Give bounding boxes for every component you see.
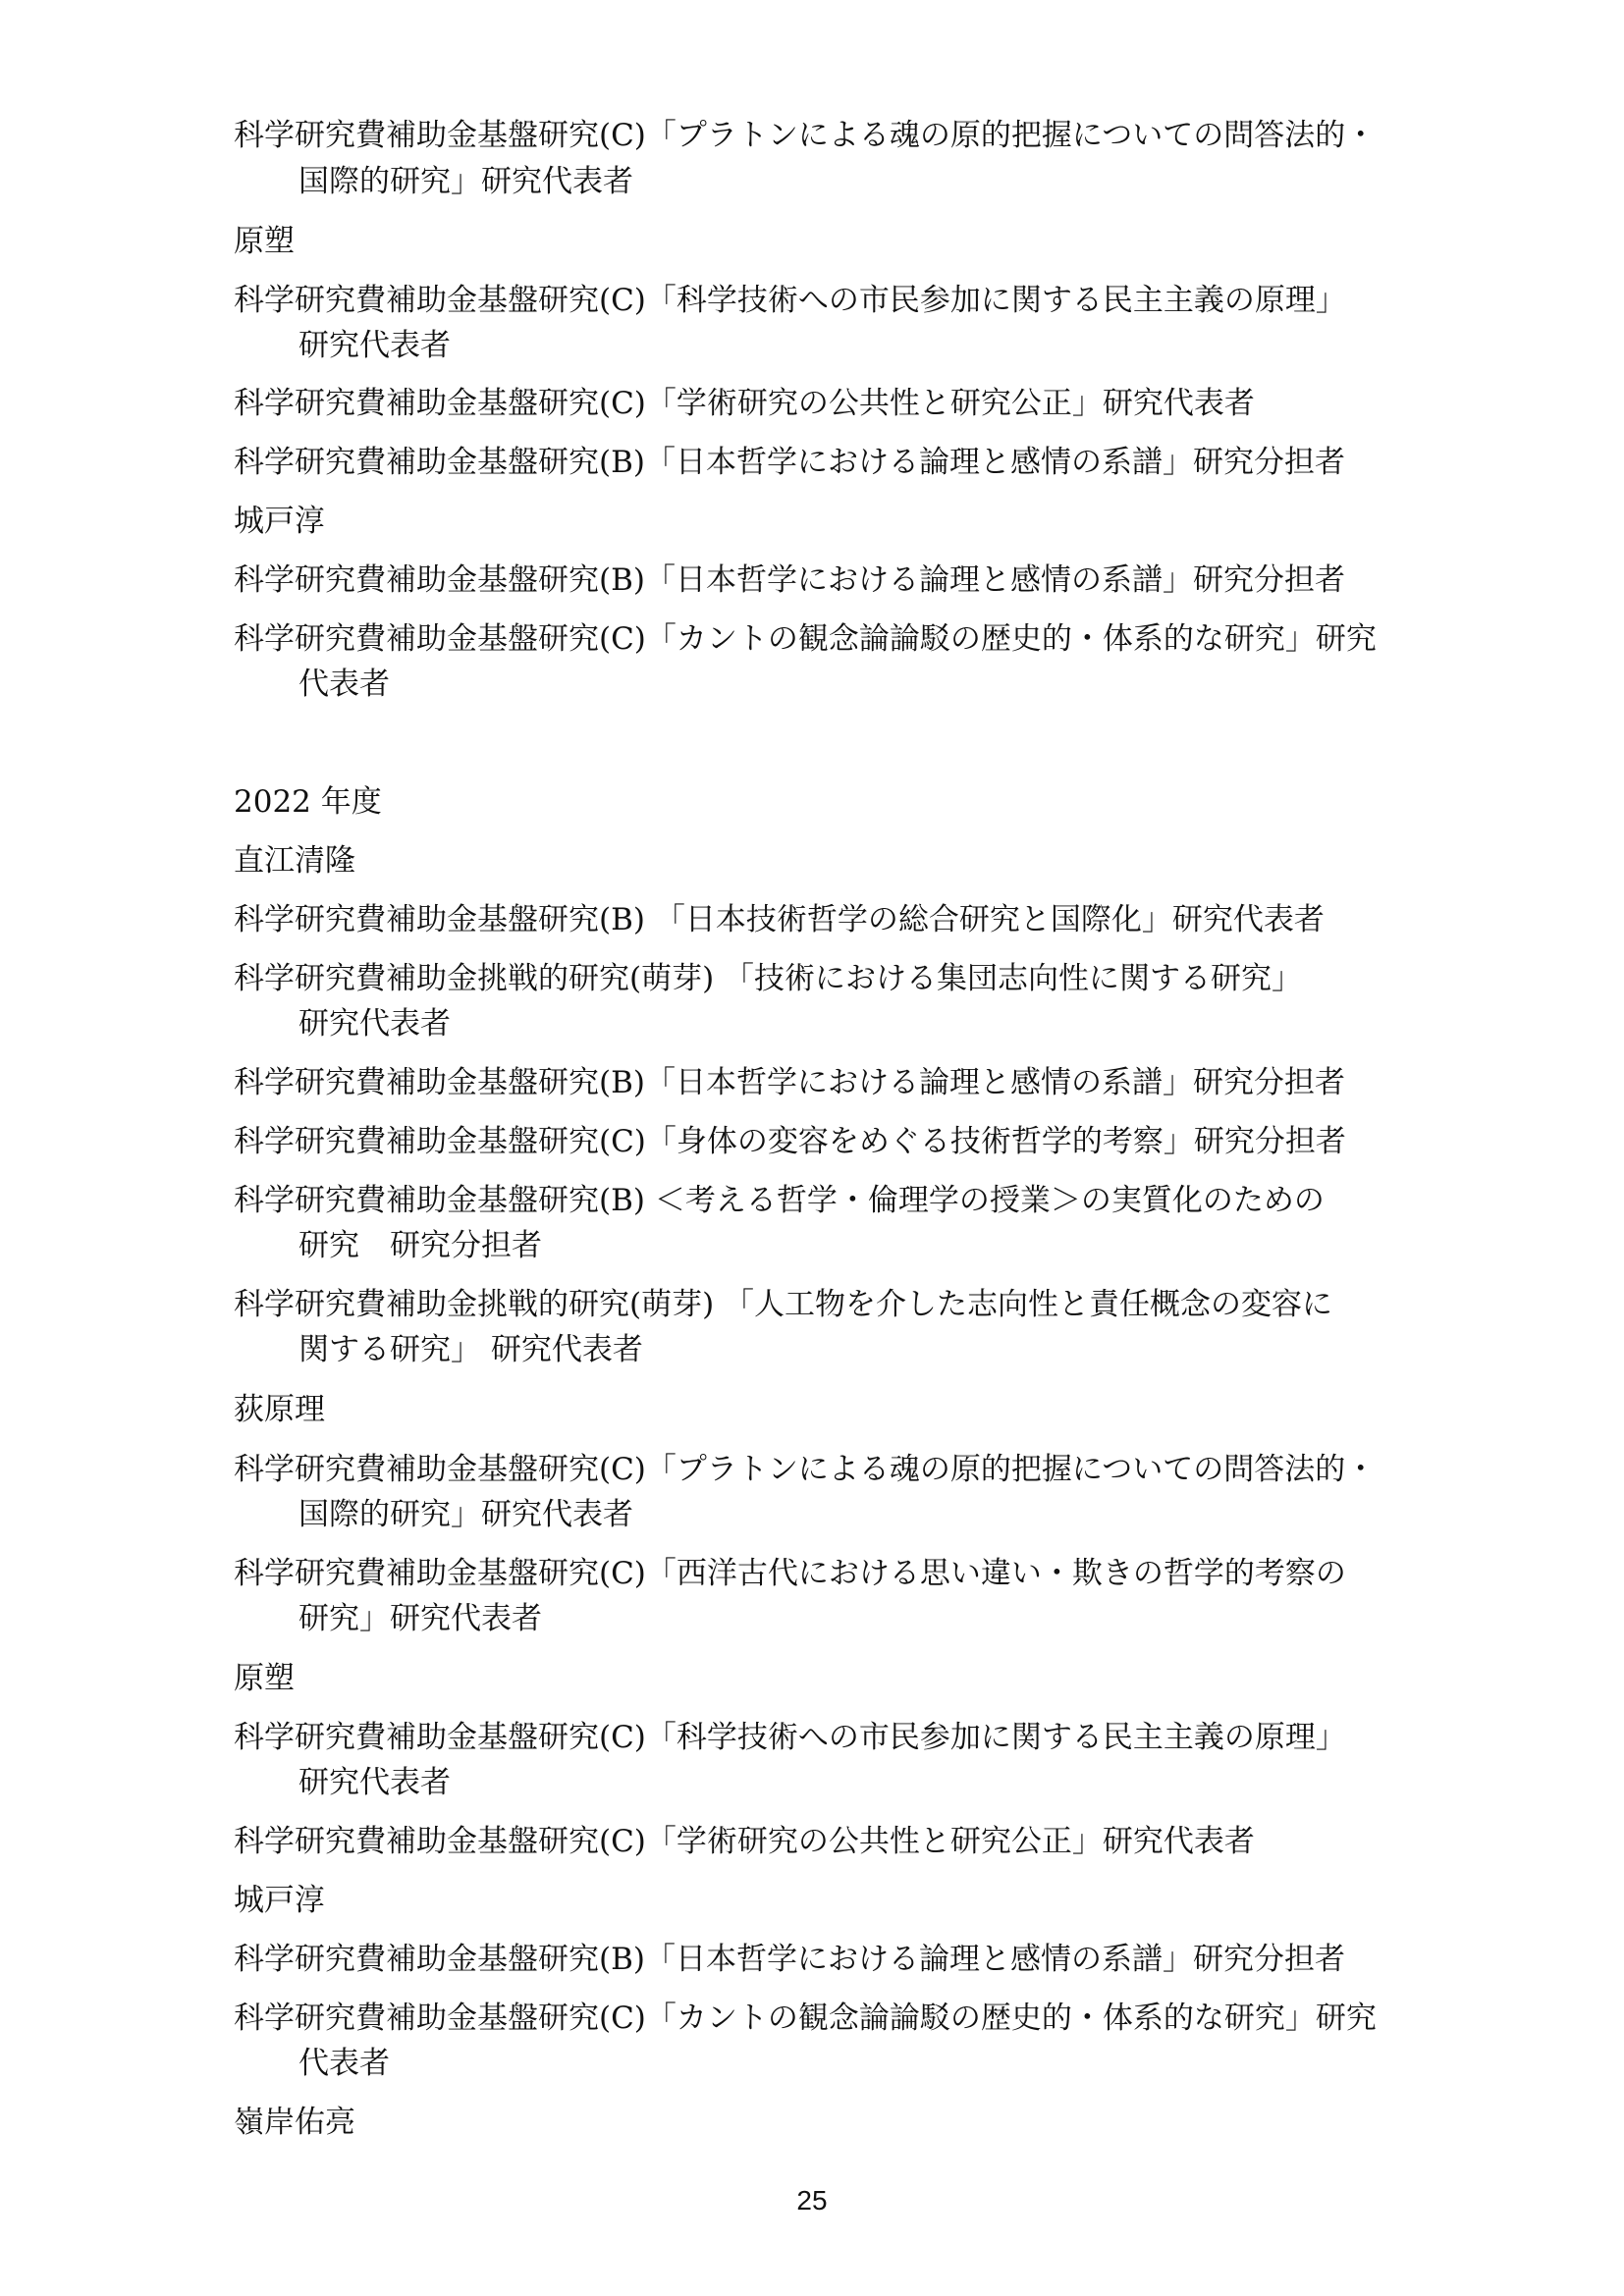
researcher-name: 荻原理 [234, 1392, 325, 1427]
researcher-name: 直江清隆 [234, 843, 355, 879]
grant-entry: 科学研究費補助金基盤研究(B)「日本哲学における論理と感情の系譜」研究分担者 [234, 562, 1345, 598]
grant-entry-continuation: 代表者 [298, 667, 390, 702]
grant-entry-continuation: 国際的研究」研究代表者 [298, 164, 633, 199]
grant-entry-continuation: 国際的研究」研究代表者 [298, 1497, 633, 1532]
grant-entry-continuation: 研究代表者 [298, 1765, 451, 1800]
grant-entry-continuation: 研究代表者 [298, 1006, 451, 1041]
page-number: 25 [796, 2185, 828, 2216]
grant-entry: 科学研究費補助金基盤研究(B)「日本哲学における論理と感情の系譜」研究分担者 [234, 1065, 1345, 1100]
grant-entry-continuation: 代表者 [298, 2046, 390, 2081]
grant-entry: 科学研究費補助金基盤研究(C)「科学技術への市民参加に関する民主主義の原理」 [234, 1720, 1346, 1755]
grant-entry-continuation: 関する研究」 研究代表者 [298, 1332, 643, 1367]
grant-entry: 科学研究費補助金基盤研究(C)「プラトンによる魂の原的把握についての問答法的・ [234, 118, 1377, 153]
grant-entry: 科学研究費補助金基盤研究(B)「日本哲学における論理と感情の系譜」研究分担者 [234, 445, 1345, 480]
grant-entry: 科学研究費補助金基盤研究(C)「学術研究の公共性と研究公正」研究代表者 [234, 386, 1255, 421]
researcher-name: 城戸淳 [234, 504, 325, 539]
grant-entry: 科学研究費補助金基盤研究(C)「学術研究の公共性と研究公正」研究代表者 [234, 1824, 1255, 1859]
grant-entry: 科学研究費補助金基盤研究(C)「西洋古代における思い違い・欺きの哲学的考察の [234, 1556, 1346, 1591]
grant-entry: 科学研究費補助金基盤研究(B) ＜考える哲学・倫理学の授業＞の実質化のための [234, 1183, 1325, 1218]
grant-entry: 科学研究費補助金基盤研究(C)「身体の変容をめぐる技術哲学的考察」研究分担者 [234, 1124, 1346, 1159]
grant-entry: 科学研究費補助金基盤研究(C)「カントの観念論論駁の歴史的・体系的な研究」研究 [234, 621, 1377, 657]
grant-entry: 科学研究費補助金基盤研究(C)「科学技術への市民参加に関する民主主義の原理」 [234, 283, 1346, 318]
grant-entry: 科学研究費補助金基盤研究(B) 「日本技術哲学の総合研究と国際化」研究代表者 [234, 902, 1325, 937]
grant-entry: 科学研究費補助金基盤研究(B)「日本哲学における論理と感情の系譜」研究分担者 [234, 1942, 1345, 1977]
grant-entry: 科学研究費補助金基盤研究(C)「プラトンによる魂の原的把握についての問答法的・ [234, 1452, 1377, 1487]
grant-entry: 科学研究費補助金基盤研究(C)「カントの観念論論駁の歴史的・体系的な研究」研究 [234, 2001, 1377, 2036]
grant-entry: 科学研究費補助金挑戦的研究(萌芽) 「技術における集団志向性に関する研究」 [234, 961, 1303, 996]
grant-entry-continuation: 研究 研究分担者 [298, 1228, 542, 1263]
researcher-name: 城戸淳 [234, 1883, 325, 1918]
grant-entry-continuation: 研究代表者 [298, 328, 451, 363]
grant-entry: 科学研究費補助金挑戦的研究(萌芽) 「人工物を介した志向性と責任概念の変容に [234, 1287, 1333, 1322]
fiscal-year-heading: 2022 年度 [234, 784, 382, 820]
researcher-name: 原塑 [234, 1661, 295, 1696]
grant-entry-continuation: 研究」研究代表者 [298, 1601, 542, 1636]
researcher-name: 嶺岸佑亮 [234, 2105, 355, 2140]
researcher-name: 原塑 [234, 224, 295, 259]
